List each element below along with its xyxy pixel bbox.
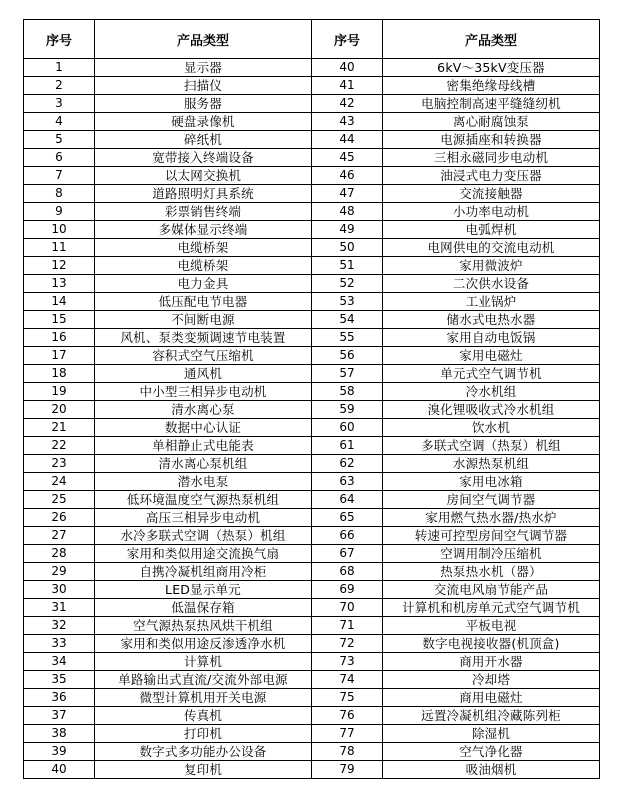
row-type-left: 风机、泵类变频调速节电装置	[95, 329, 312, 347]
row-type-left: 清水离心泵	[95, 401, 312, 419]
row-type-right: 冷却塔	[383, 671, 600, 689]
table-row	[24, 473, 600, 491]
row-seq-left: 37	[24, 707, 95, 725]
table-row	[24, 203, 600, 221]
row-type-right: 空调用制冷压缩机	[383, 545, 600, 563]
table-row	[24, 257, 600, 275]
row-type-right: 6kV～35kV变压器	[383, 59, 600, 77]
row-type-left: 家用和类似用途反渗透净水机	[95, 635, 312, 653]
row-type-right: 房间空气调节器	[383, 491, 600, 509]
row-type-left: 硬盘录像机	[95, 113, 312, 131]
header-type-right: 产品类型	[383, 20, 600, 59]
row-seq-right: 79	[312, 761, 383, 779]
row-type-left: 传真机	[95, 707, 312, 725]
table-row	[24, 599, 600, 617]
row-seq-right: 57	[312, 365, 383, 383]
row-seq-left: 10	[24, 221, 95, 239]
table-row	[24, 77, 600, 95]
row-type-right: 电脑控制高速平缝缝纫机	[383, 95, 600, 113]
table-row	[24, 221, 600, 239]
row-seq-right: 74	[312, 671, 383, 689]
table-row	[24, 509, 600, 527]
row-type-left: 打印机	[95, 725, 312, 743]
row-type-left: LED显示单元	[95, 581, 312, 599]
row-type-right: 二次供水设备	[383, 275, 600, 293]
table-row	[24, 491, 600, 509]
row-seq-right: 49	[312, 221, 383, 239]
row-type-right: 数字电视接收器(机顶盒)	[383, 635, 600, 653]
row-seq-right: 61	[312, 437, 383, 455]
row-seq-left: 2	[24, 77, 95, 95]
row-seq-left: 25	[24, 491, 95, 509]
row-type-right: 冷水机组	[383, 383, 600, 401]
table-row	[24, 527, 600, 545]
table-row	[24, 455, 600, 473]
row-seq-right: 67	[312, 545, 383, 563]
row-seq-left: 9	[24, 203, 95, 221]
table-row	[24, 347, 600, 365]
row-type-left: 计算机	[95, 653, 312, 671]
row-seq-right: 53	[312, 293, 383, 311]
row-seq-right: 50	[312, 239, 383, 257]
row-seq-right: 72	[312, 635, 383, 653]
row-seq-right: 42	[312, 95, 383, 113]
table-row	[24, 419, 600, 437]
row-type-right: 热泵热水机（器）	[383, 563, 600, 581]
row-type-left: 电缆桥架	[95, 257, 312, 275]
row-type-right: 家用燃气热水器/热水炉	[383, 509, 600, 527]
row-seq-left: 15	[24, 311, 95, 329]
row-type-right: 工业锅炉	[383, 293, 600, 311]
row-seq-left: 7	[24, 167, 95, 185]
row-seq-left: 12	[24, 257, 95, 275]
row-type-right: 油浸式电力变压器	[383, 167, 600, 185]
row-type-right: 远置冷凝机组冷藏陈列柜	[383, 707, 600, 725]
row-seq-left: 39	[24, 743, 95, 761]
row-seq-left: 14	[24, 293, 95, 311]
row-type-right: 平板电视	[383, 617, 600, 635]
row-type-left: 宽带接入终端设备	[95, 149, 312, 167]
table-row	[24, 59, 600, 77]
row-type-left: 低压配电节电器	[95, 293, 312, 311]
table-row	[24, 581, 600, 599]
row-type-right: 交流电风扇节能产品	[383, 581, 600, 599]
table-row	[24, 239, 600, 257]
row-type-right: 转速可控型房间空气调节器	[383, 527, 600, 545]
table-row	[24, 95, 600, 113]
table-row	[24, 707, 600, 725]
table-row	[24, 311, 600, 329]
row-type-left: 彩票销售终端	[95, 203, 312, 221]
row-type-right: 家用微波炉	[383, 257, 600, 275]
row-type-left: 家用和类似用途交流换气扇	[95, 545, 312, 563]
row-seq-left: 23	[24, 455, 95, 473]
row-seq-right: 77	[312, 725, 383, 743]
row-type-right: 家用自动电饭锅	[383, 329, 600, 347]
row-seq-left: 5	[24, 131, 95, 149]
row-seq-left: 27	[24, 527, 95, 545]
row-type-left: 电缆桥架	[95, 239, 312, 257]
row-seq-right: 51	[312, 257, 383, 275]
row-type-right: 多联式空调（热泵）机组	[383, 437, 600, 455]
row-type-right: 三相永磁同步电动机	[383, 149, 600, 167]
row-seq-right: 69	[312, 581, 383, 599]
table-row	[24, 725, 600, 743]
row-type-right: 水源热泵机组	[383, 455, 600, 473]
row-seq-right: 45	[312, 149, 383, 167]
row-seq-right: 71	[312, 617, 383, 635]
row-type-left: 潜水电泵	[95, 473, 312, 491]
row-type-right: 交流接触器	[383, 185, 600, 203]
table-row	[24, 131, 600, 149]
row-seq-right: 60	[312, 419, 383, 437]
table-row	[24, 617, 600, 635]
row-type-left: 高压三相异步电动机	[95, 509, 312, 527]
table-row	[24, 185, 600, 203]
row-seq-left: 29	[24, 563, 95, 581]
row-type-left: 服务器	[95, 95, 312, 113]
row-type-right: 吸油烟机	[383, 761, 600, 779]
row-seq-right: 54	[312, 311, 383, 329]
table-row	[24, 383, 600, 401]
row-seq-right: 68	[312, 563, 383, 581]
row-seq-right: 52	[312, 275, 383, 293]
row-type-left: 不间断电源	[95, 311, 312, 329]
row-seq-left: 17	[24, 347, 95, 365]
row-seq-left: 40	[24, 761, 95, 779]
row-type-right: 饮水机	[383, 419, 600, 437]
row-seq-right: 75	[312, 689, 383, 707]
row-type-left: 多媒体显示终端	[95, 221, 312, 239]
row-type-left: 道路照明灯具系统	[95, 185, 312, 203]
row-seq-right: 55	[312, 329, 383, 347]
row-type-left: 电力金具	[95, 275, 312, 293]
table-row	[24, 653, 600, 671]
row-type-left: 微型计算机用开关电源	[95, 689, 312, 707]
table-row	[24, 671, 600, 689]
header-type-left: 产品类型	[95, 20, 312, 59]
row-type-left: 数据中心认证	[95, 419, 312, 437]
row-seq-right: 66	[312, 527, 383, 545]
row-type-right: 商用电磁灶	[383, 689, 600, 707]
table-row	[24, 437, 600, 455]
row-type-left: 单路输出式直流/交流外部电源	[95, 671, 312, 689]
row-type-right: 家用电磁灶	[383, 347, 600, 365]
table-row	[24, 113, 600, 131]
row-seq-right: 65	[312, 509, 383, 527]
row-seq-right: 44	[312, 131, 383, 149]
row-type-right: 家用电冰箱	[383, 473, 600, 491]
row-seq-right: 64	[312, 491, 383, 509]
row-seq-left: 3	[24, 95, 95, 113]
table-row	[24, 293, 600, 311]
row-seq-left: 24	[24, 473, 95, 491]
table-row	[24, 275, 600, 293]
row-type-left: 清水离心泵机组	[95, 455, 312, 473]
row-type-left: 自携冷凝机组商用冷柜	[95, 563, 312, 581]
row-type-left: 水冷多联式空调（热泵）机组	[95, 527, 312, 545]
row-seq-left: 8	[24, 185, 95, 203]
row-type-left: 碎纸机	[95, 131, 312, 149]
table-row	[24, 743, 600, 761]
row-seq-left: 26	[24, 509, 95, 527]
table-row	[24, 635, 600, 653]
table-row	[24, 401, 600, 419]
row-seq-left: 38	[24, 725, 95, 743]
row-type-left: 复印机	[95, 761, 312, 779]
row-type-left: 容积式空气压缩机	[95, 347, 312, 365]
row-seq-left: 35	[24, 671, 95, 689]
header-row	[24, 20, 600, 59]
row-type-left: 扫描仪	[95, 77, 312, 95]
row-seq-left: 18	[24, 365, 95, 383]
row-seq-left: 32	[24, 617, 95, 635]
row-seq-left: 33	[24, 635, 95, 653]
row-seq-left: 19	[24, 383, 95, 401]
header-seq-left: 序号	[24, 20, 95, 59]
row-type-right: 电弧焊机	[383, 221, 600, 239]
row-seq-right: 56	[312, 347, 383, 365]
table-row	[24, 329, 600, 347]
table-row	[24, 545, 600, 563]
row-seq-right: 59	[312, 401, 383, 419]
table-row	[24, 761, 600, 779]
row-seq-right: 73	[312, 653, 383, 671]
row-seq-right: 47	[312, 185, 383, 203]
row-seq-right: 41	[312, 77, 383, 95]
row-seq-left: 22	[24, 437, 95, 455]
row-type-right: 电网供电的交流电动机	[383, 239, 600, 257]
row-seq-left: 4	[24, 113, 95, 131]
row-seq-left: 11	[24, 239, 95, 257]
row-seq-right: 63	[312, 473, 383, 491]
row-seq-left: 28	[24, 545, 95, 563]
row-seq-right: 62	[312, 455, 383, 473]
row-type-right: 离心耐腐蚀泵	[383, 113, 600, 131]
row-type-right: 除湿机	[383, 725, 600, 743]
table-row	[24, 149, 600, 167]
row-seq-right: 76	[312, 707, 383, 725]
row-type-left: 低环境温度空气源热泵机组	[95, 491, 312, 509]
table-row	[24, 563, 600, 581]
row-type-right: 单元式空气调节机	[383, 365, 600, 383]
row-seq-left: 21	[24, 419, 95, 437]
row-seq-left: 34	[24, 653, 95, 671]
table-row	[24, 167, 600, 185]
row-seq-right: 70	[312, 599, 383, 617]
row-seq-left: 1	[24, 59, 95, 77]
row-type-right: 溴化锂吸收式冷水机组	[383, 401, 600, 419]
table-row	[24, 689, 600, 707]
header-seq-right: 序号	[312, 20, 383, 59]
row-seq-left: 20	[24, 401, 95, 419]
row-seq-left: 31	[24, 599, 95, 617]
row-type-left: 数字式多功能办公设备	[95, 743, 312, 761]
row-type-left: 中小型三相异步电动机	[95, 383, 312, 401]
table-row	[24, 365, 600, 383]
row-seq-right: 43	[312, 113, 383, 131]
row-type-left: 显示器	[95, 59, 312, 77]
row-type-left: 通风机	[95, 365, 312, 383]
row-type-left: 单相静止式电能表	[95, 437, 312, 455]
row-seq-right: 48	[312, 203, 383, 221]
row-seq-left: 13	[24, 275, 95, 293]
row-type-right: 空气净化器	[383, 743, 600, 761]
row-type-right: 商用开水器	[383, 653, 600, 671]
row-type-left: 以太网交换机	[95, 167, 312, 185]
row-type-right: 储水式电热水器	[383, 311, 600, 329]
row-seq-right: 40	[312, 59, 383, 77]
row-type-right: 小功率电动机	[383, 203, 600, 221]
row-seq-right: 58	[312, 383, 383, 401]
row-seq-left: 36	[24, 689, 95, 707]
row-type-right: 电源插座和转换器	[383, 131, 600, 149]
row-seq-left: 6	[24, 149, 95, 167]
row-seq-left: 16	[24, 329, 95, 347]
row-type-left: 空气源热泵热风烘干机组	[95, 617, 312, 635]
row-type-right: 密集绝缘母线槽	[383, 77, 600, 95]
row-seq-left: 30	[24, 581, 95, 599]
row-seq-right: 46	[312, 167, 383, 185]
row-type-right: 计算机和机房单元式空气调节机	[383, 599, 600, 617]
row-seq-right: 78	[312, 743, 383, 761]
product-type-table	[23, 19, 600, 779]
row-type-left: 低温保存箱	[95, 599, 312, 617]
